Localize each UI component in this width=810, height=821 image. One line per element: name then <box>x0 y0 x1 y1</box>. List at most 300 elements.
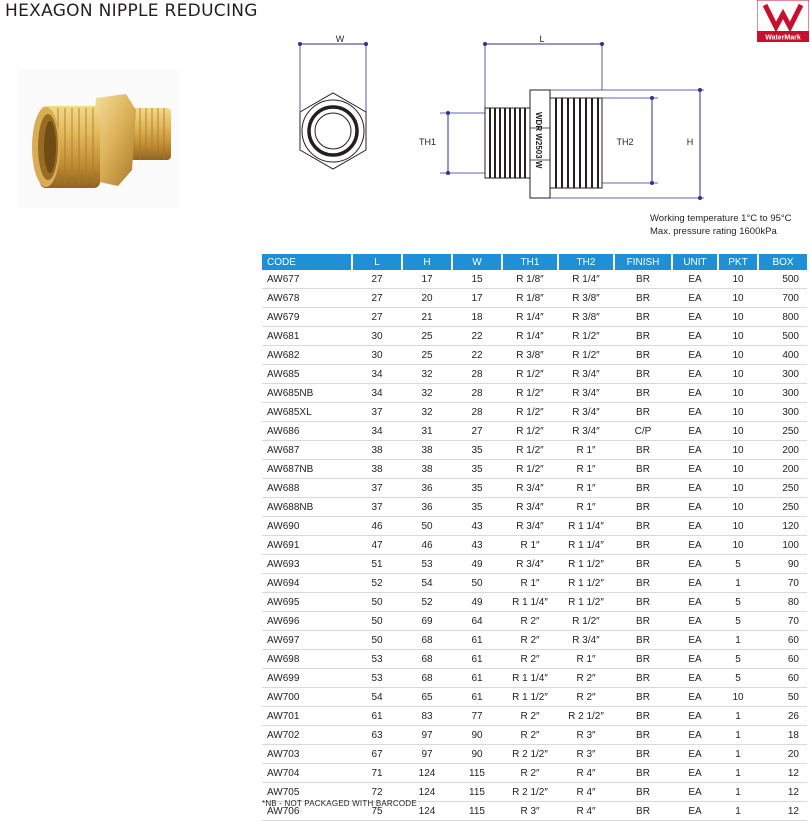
table-cell: 12 <box>758 802 807 821</box>
table-cell: EA <box>672 517 718 536</box>
table-row <box>262 403 807 422</box>
table-cell: 10 <box>718 384 758 403</box>
table-cell: 52 <box>352 574 402 593</box>
table-row <box>262 688 807 707</box>
table-cell: 54 <box>402 574 452 593</box>
table-cell: 124 <box>402 783 452 802</box>
table-cell: 31 <box>402 422 452 441</box>
table-cell: 400 <box>758 346 807 365</box>
table-cell: 61 <box>452 650 502 669</box>
product-code-cell: AW696 <box>262 612 352 631</box>
table-cell: 15 <box>452 270 502 289</box>
side-view-drawing <box>419 34 704 200</box>
table-cell: R 2″ <box>502 650 558 669</box>
table-cell: R 3″ <box>558 745 614 764</box>
column-header: UNIT <box>672 254 718 270</box>
table-cell: 200 <box>758 441 807 460</box>
table-cell: 27 <box>452 422 502 441</box>
table-row <box>262 384 807 403</box>
table-cell: 5 <box>718 650 758 669</box>
table-cell: 10 <box>718 441 758 460</box>
table-cell: BR <box>614 669 672 688</box>
table-row <box>262 745 807 764</box>
table-cell: 50 <box>758 688 807 707</box>
table-cell: 38 <box>402 460 452 479</box>
product-code-cell: AW687 <box>262 441 352 460</box>
table-cell: EA <box>672 669 718 688</box>
table-cell: 250 <box>758 422 807 441</box>
dim-label-th1: TH1 <box>418 137 436 147</box>
table-cell: 34 <box>352 365 402 384</box>
table-cell: 25 <box>402 346 452 365</box>
column-header: BOX <box>758 254 807 270</box>
table-cell: 43 <box>452 517 502 536</box>
table-cell: 90 <box>758 555 807 574</box>
table-cell: R 1/4″ <box>502 308 558 327</box>
product-code-cell: AW703 <box>262 745 352 764</box>
table-cell: 68 <box>402 669 452 688</box>
table-row <box>262 669 807 688</box>
table-cell: 1 <box>718 764 758 783</box>
product-code-cell: AW679 <box>262 308 352 327</box>
table-cell: EA <box>672 270 718 289</box>
table-cell: 28 <box>452 403 502 422</box>
table-cell: EA <box>672 308 718 327</box>
table-cell: 34 <box>352 422 402 441</box>
table-row <box>262 517 807 536</box>
column-header: PKT <box>718 254 758 270</box>
table-cell: 38 <box>352 441 402 460</box>
logo-text: WaterMark <box>765 34 801 42</box>
table-cell: 250 <box>758 498 807 517</box>
table-cell: 100 <box>758 536 807 555</box>
table-cell: EA <box>672 536 718 555</box>
column-header: CODE <box>262 254 352 270</box>
table-cell: 10 <box>718 422 758 441</box>
table-row <box>262 631 807 650</box>
table-cell: 70 <box>758 574 807 593</box>
table-cell: 28 <box>452 365 502 384</box>
table-cell: 61 <box>352 707 402 726</box>
table-cell: 250 <box>758 479 807 498</box>
table-cell: R 3/4″ <box>558 384 614 403</box>
product-code-cell: AW694 <box>262 574 352 593</box>
table-cell: BR <box>614 650 672 669</box>
table-row <box>262 498 807 517</box>
table-cell: 46 <box>352 517 402 536</box>
table-cell: R 2″ <box>502 612 558 631</box>
table-cell: 28 <box>452 384 502 403</box>
table-cell: R 3/4″ <box>502 498 558 517</box>
product-code-cell: AW693 <box>262 555 352 574</box>
footnote: *NB - NOT PACKAGED WITH BARCODE <box>262 799 417 808</box>
table-header-row <box>262 254 807 270</box>
table-cell: R 1/4″ <box>502 327 558 346</box>
product-code-cell: AW686 <box>262 422 352 441</box>
product-code-cell: AW677 <box>262 270 352 289</box>
column-header: H <box>402 254 452 270</box>
column-header: W <box>452 254 502 270</box>
table-row <box>262 555 807 574</box>
table-cell: 12 <box>758 764 807 783</box>
table-cell: 10 <box>718 536 758 555</box>
table-cell: R 2″ <box>502 726 558 745</box>
table-row <box>262 422 807 441</box>
table-row <box>262 479 807 498</box>
table-cell: R 2 1/2″ <box>502 783 558 802</box>
table-cell: 10 <box>718 403 758 422</box>
table-cell: BR <box>614 346 672 365</box>
table-cell: 18 <box>758 726 807 745</box>
table-cell: 71 <box>352 764 402 783</box>
table-cell: 83 <box>402 707 452 726</box>
product-code-cell: AW685NB <box>262 384 352 403</box>
product-code-cell: AW678 <box>262 289 352 308</box>
table-cell: 25 <box>402 327 452 346</box>
table-cell: 60 <box>758 669 807 688</box>
table-cell: R 1/2″ <box>502 441 558 460</box>
table-cell: 36 <box>402 498 452 517</box>
table-cell: R 1″ <box>558 479 614 498</box>
table-cell: 37 <box>352 498 402 517</box>
table-cell: R 1 1/4″ <box>502 593 558 612</box>
max-pressure: Max. pressure rating 1600kPa <box>650 226 777 237</box>
table-cell: R 1/2″ <box>502 365 558 384</box>
table-row <box>262 289 807 308</box>
product-code-cell: AW699 <box>262 669 352 688</box>
product-code-cell: AW688NB <box>262 498 352 517</box>
body-stamp: WDR W2503 W <box>534 112 543 169</box>
table-cell: R 1 1/2″ <box>502 688 558 707</box>
table-cell: 1 <box>718 631 758 650</box>
table-cell: 32 <box>402 403 452 422</box>
table-cell: R 1 1/4″ <box>558 517 614 536</box>
table-cell: BR <box>614 479 672 498</box>
table-cell: BR <box>614 308 672 327</box>
table-cell: 10 <box>718 270 758 289</box>
table-cell: R 1/2″ <box>502 422 558 441</box>
table-cell: 20 <box>758 745 807 764</box>
table-row <box>262 365 807 384</box>
table-cell: 18 <box>452 308 502 327</box>
table-row <box>262 327 807 346</box>
table-cell: 53 <box>402 555 452 574</box>
product-code-cell: AW700 <box>262 688 352 707</box>
table-cell: 500 <box>758 327 807 346</box>
table-cell: 97 <box>402 745 452 764</box>
table-cell: 63 <box>352 726 402 745</box>
table-cell: 124 <box>402 802 452 821</box>
table-cell: 50 <box>352 593 402 612</box>
page-title: HEXAGON NIPPLE REDUCING <box>5 1 258 21</box>
product-code-cell: AW698 <box>262 650 352 669</box>
table-cell: EA <box>672 745 718 764</box>
column-header: TH1 <box>502 254 558 270</box>
table-cell: BR <box>614 726 672 745</box>
table-cell: EA <box>672 555 718 574</box>
table-cell: 1 <box>718 707 758 726</box>
product-code-cell: AW704 <box>262 764 352 783</box>
table-cell: BR <box>614 802 672 821</box>
table-cell: 20 <box>402 289 452 308</box>
table-cell: 50 <box>452 574 502 593</box>
product-code-cell: AW685XL <box>262 403 352 422</box>
table-cell: R 1/4″ <box>558 270 614 289</box>
table-cell: 1 <box>718 802 758 821</box>
table-cell: BR <box>614 612 672 631</box>
table-cell: BR <box>614 365 672 384</box>
table-cell: R 3/8″ <box>558 308 614 327</box>
watermark-logo <box>757 0 809 42</box>
table-cell: R 1 1/2″ <box>558 574 614 593</box>
table-cell: R 1/2″ <box>502 403 558 422</box>
table-row <box>262 536 807 555</box>
table-cell: BR <box>614 441 672 460</box>
table-cell: 35 <box>452 479 502 498</box>
table-cell: 43 <box>452 536 502 555</box>
table-cell: R 1 1/4″ <box>558 536 614 555</box>
table-cell: BR <box>614 688 672 707</box>
table-row <box>262 441 807 460</box>
table-cell: BR <box>614 289 672 308</box>
table-cell: 52 <box>402 593 452 612</box>
table-cell: 1 <box>718 745 758 764</box>
table-cell: R 4″ <box>558 783 614 802</box>
table-cell: 75 <box>352 802 402 821</box>
table-cell: 10 <box>718 517 758 536</box>
table-cell: 500 <box>758 270 807 289</box>
table-cell: BR <box>614 707 672 726</box>
table-cell: EA <box>672 707 718 726</box>
table-row <box>262 650 807 669</box>
table-cell: R 1″ <box>558 460 614 479</box>
dim-label-w: W <box>335 34 345 44</box>
product-code-cell: AW695 <box>262 593 352 612</box>
table-cell: 10 <box>718 365 758 384</box>
table-cell: 124 <box>402 764 452 783</box>
product-code-cell: AW706 <box>262 802 352 821</box>
table-cell: 61 <box>452 669 502 688</box>
table-cell: 38 <box>402 441 452 460</box>
working-temperature: Working temperature 1°C to 95°C <box>650 213 792 224</box>
product-code-cell: AW685 <box>262 365 352 384</box>
table-cell: C/P <box>614 422 672 441</box>
table-cell: 97 <box>402 726 452 745</box>
table-cell: 300 <box>758 403 807 422</box>
technical-drawing <box>280 28 730 208</box>
table-cell: 68 <box>402 650 452 669</box>
table-cell: R 2″ <box>502 764 558 783</box>
table-cell: 47 <box>352 536 402 555</box>
table-cell: 32 <box>402 384 452 403</box>
table-cell: 10 <box>718 460 758 479</box>
table-cell: R 1/2″ <box>558 346 614 365</box>
table-cell: 10 <box>718 289 758 308</box>
table-cell: R 1/8″ <box>502 289 558 308</box>
table-cell: 30 <box>352 346 402 365</box>
table-row <box>262 460 807 479</box>
product-table <box>262 254 807 821</box>
table-cell: 77 <box>452 707 502 726</box>
table-cell: 64 <box>452 612 502 631</box>
table-cell: 37 <box>352 403 402 422</box>
table-cell: 35 <box>452 441 502 460</box>
table-cell: R 1/2″ <box>502 460 558 479</box>
table-cell: 46 <box>402 536 452 555</box>
table-cell: R 3/4″ <box>558 631 614 650</box>
table-row <box>262 593 807 612</box>
table-cell: 36 <box>402 479 452 498</box>
dim-label-h: H <box>686 137 694 147</box>
table-cell: BR <box>614 764 672 783</box>
table-cell: EA <box>672 802 718 821</box>
table-row <box>262 308 807 327</box>
table-cell: 65 <box>402 688 452 707</box>
table-cell: 17 <box>452 289 502 308</box>
table-cell: 50 <box>352 612 402 631</box>
table-cell: 22 <box>452 346 502 365</box>
table-cell: R 3/4″ <box>558 422 614 441</box>
table-cell: 61 <box>452 631 502 650</box>
table-cell: 21 <box>402 308 452 327</box>
table-cell: 67 <box>352 745 402 764</box>
table-cell: BR <box>614 327 672 346</box>
table-row <box>262 764 807 783</box>
product-code-cell: AW690 <box>262 517 352 536</box>
table-cell: 5 <box>718 555 758 574</box>
table-cell: R 1″ <box>558 441 614 460</box>
table-cell: 1 <box>718 726 758 745</box>
table-cell: BR <box>614 384 672 403</box>
table-cell: BR <box>614 574 672 593</box>
table-cell: EA <box>672 365 718 384</box>
table-cell: 68 <box>402 631 452 650</box>
table-row <box>262 574 807 593</box>
table-cell: R 3″ <box>558 726 614 745</box>
table-cell: EA <box>672 764 718 783</box>
dim-label-th2: TH2 <box>616 137 634 147</box>
table-cell: EA <box>672 612 718 631</box>
table-cell: R 3/8″ <box>558 289 614 308</box>
table-cell: R 1/2″ <box>502 384 558 403</box>
table-cell: 10 <box>718 327 758 346</box>
table-cell: 50 <box>352 631 402 650</box>
table-cell: 60 <box>758 631 807 650</box>
table-cell: 300 <box>758 365 807 384</box>
table-row <box>262 270 807 289</box>
table-cell: 35 <box>452 460 502 479</box>
end-view-drawing <box>298 34 368 169</box>
table-cell: R 2″ <box>502 707 558 726</box>
table-cell: 115 <box>452 764 502 783</box>
table-cell: EA <box>672 441 718 460</box>
table-cell: 37 <box>352 479 402 498</box>
table-cell: 300 <box>758 384 807 403</box>
table-cell: R 3/4″ <box>502 479 558 498</box>
table-cell: R 1″ <box>502 536 558 555</box>
table-cell: 26 <box>758 707 807 726</box>
table-cell: 1 <box>718 783 758 802</box>
table-cell: 53 <box>352 650 402 669</box>
table-cell: EA <box>672 783 718 802</box>
table-cell: 90 <box>452 745 502 764</box>
table-row <box>262 346 807 365</box>
table-cell: 115 <box>452 783 502 802</box>
table-cell: R 3/4″ <box>502 517 558 536</box>
table-cell: BR <box>614 783 672 802</box>
table-cell: 10 <box>718 346 758 365</box>
table-cell: R 1/8″ <box>502 270 558 289</box>
table-cell: 50 <box>402 517 452 536</box>
table-cell: R 1 1/2″ <box>558 555 614 574</box>
product-code-cell: AW687NB <box>262 460 352 479</box>
table-cell: BR <box>614 270 672 289</box>
table-cell: BR <box>614 631 672 650</box>
product-code-cell: AW697 <box>262 631 352 650</box>
specs-block <box>650 212 792 238</box>
table-cell: 27 <box>352 308 402 327</box>
table-cell: EA <box>672 650 718 669</box>
table-cell: 80 <box>758 593 807 612</box>
dim-label-l: L <box>539 34 545 44</box>
column-header: FINISH <box>614 254 672 270</box>
table-cell: 800 <box>758 308 807 327</box>
table-cell: 32 <box>402 365 452 384</box>
table-cell: EA <box>672 384 718 403</box>
table-cell: 5 <box>718 669 758 688</box>
product-code-cell: AW681 <box>262 327 352 346</box>
product-code-cell: AW682 <box>262 346 352 365</box>
table-cell: BR <box>614 403 672 422</box>
table-cell: EA <box>672 574 718 593</box>
table-cell: 34 <box>352 384 402 403</box>
table-cell: 115 <box>452 802 502 821</box>
table-cell: 53 <box>352 669 402 688</box>
product-code-cell: AW705 <box>262 783 352 802</box>
table-cell: EA <box>672 346 718 365</box>
table-cell: 5 <box>718 612 758 631</box>
table-row <box>262 707 807 726</box>
table-cell: BR <box>614 498 672 517</box>
product-code-cell: AW701 <box>262 707 352 726</box>
table-cell: 5 <box>718 593 758 612</box>
table-cell: R 2″ <box>558 669 614 688</box>
table-cell: R 2 1/2″ <box>502 745 558 764</box>
table-cell: R 1 1/2″ <box>558 593 614 612</box>
table-cell: R 2 1/2″ <box>558 707 614 726</box>
table-cell: 69 <box>402 612 452 631</box>
table-row <box>262 612 807 631</box>
product-photo <box>18 70 180 208</box>
table-cell: 90 <box>452 726 502 745</box>
table-cell: 60 <box>758 650 807 669</box>
table-cell: R 1/2″ <box>558 612 614 631</box>
table-cell: EA <box>672 422 718 441</box>
table-cell: 72 <box>352 783 402 802</box>
table-cell: 10 <box>718 479 758 498</box>
table-cell: R 3/4″ <box>502 555 558 574</box>
product-code-cell: AW702 <box>262 726 352 745</box>
table-cell: R 3/8″ <box>502 346 558 365</box>
table-cell: EA <box>672 498 718 517</box>
table-cell: 10 <box>718 308 758 327</box>
table-cell: 51 <box>352 555 402 574</box>
table-cell: 61 <box>452 688 502 707</box>
table-cell: EA <box>672 726 718 745</box>
table-cell: R 3/4″ <box>558 403 614 422</box>
product-code-cell: AW688 <box>262 479 352 498</box>
table-cell: R 4″ <box>558 802 614 821</box>
